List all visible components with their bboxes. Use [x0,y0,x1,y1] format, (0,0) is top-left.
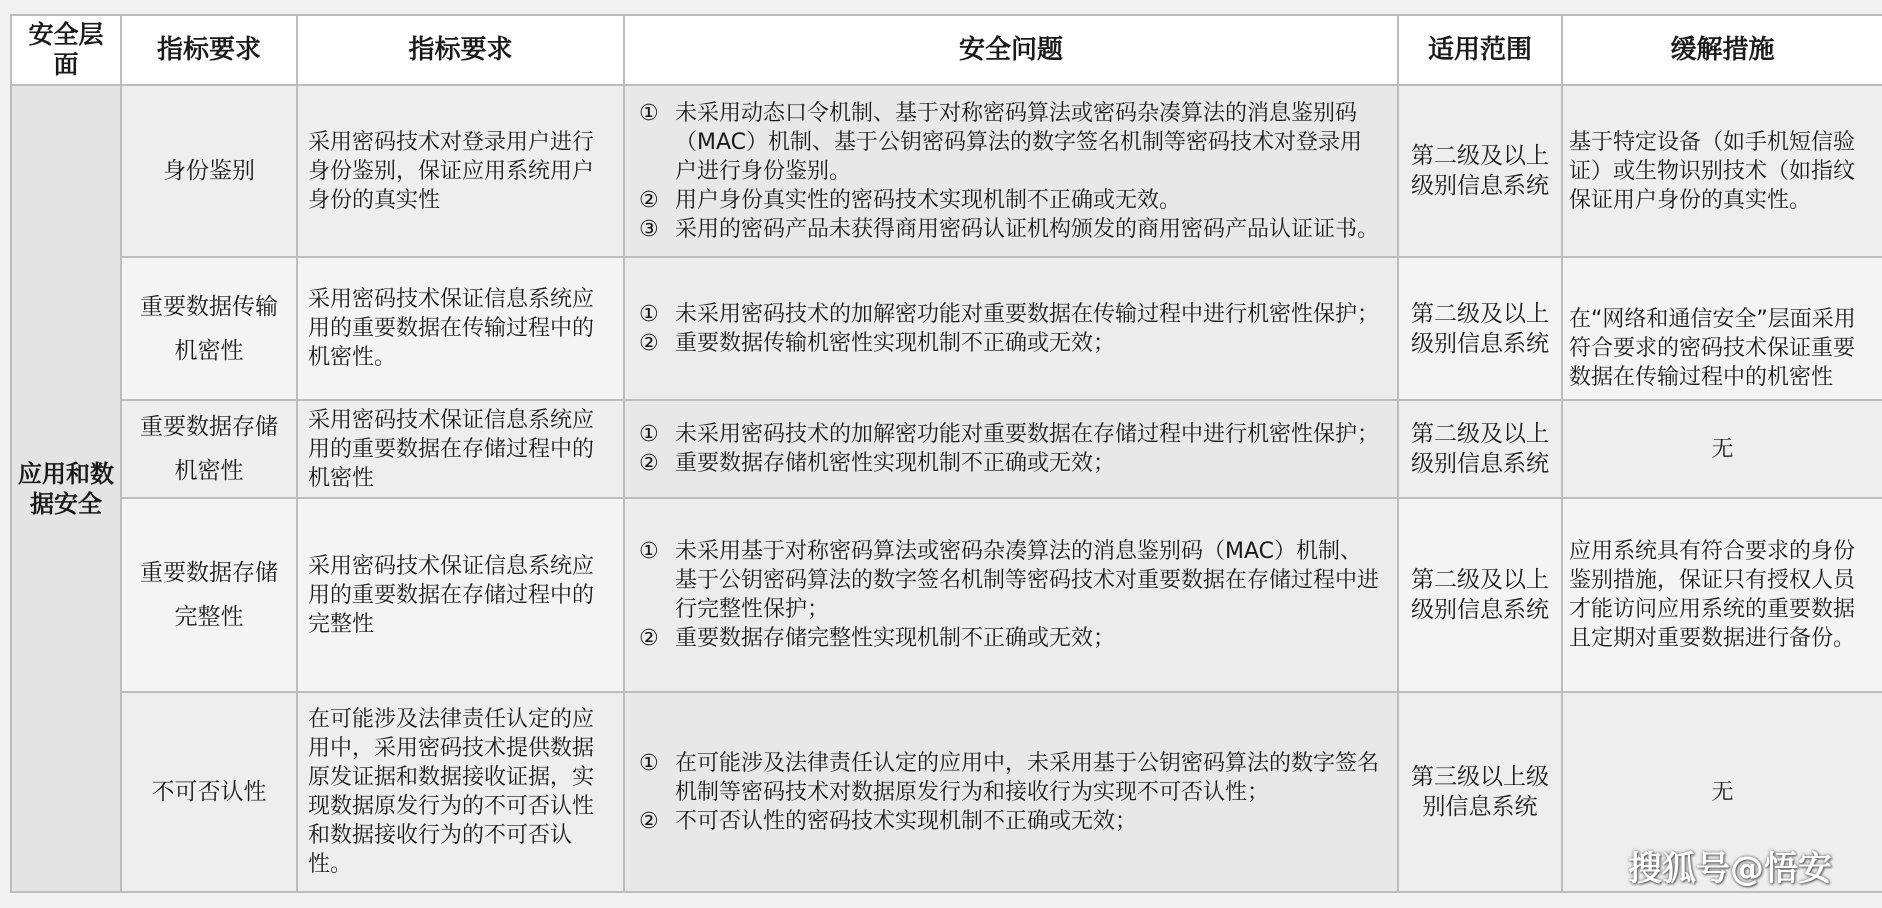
indicator-requirement: 采用密码技术保证信息系统应用的重要数据在存储过程中的机密性 [297,400,624,498]
mitigation-cell: 基于特定设备（如手机短信验证）或生物识别技术（如指纹保证用户身份的真实性。 [1562,85,1882,257]
issue-item: ① 未采用基于对称密码算法或密码杂凑算法的消息鉴别码（MAC）机制、基于公钥密码算法的数字签名机制等密码技术对重要数据在存储过程中进行完整性保护； [639,539,1380,622]
issues-cell [624,257,1398,400]
header-mitigation: 缓解措施 [1562,15,1882,85]
header-scope: 适用范围 [1398,15,1562,85]
indicator-requirement: 在可能涉及法律责任认定的应用中，采用密码技术提供数据原发证据和数据接收证据，实现数据原发行为的不可否认性和数据接收行为的不可否认性。 [297,692,624,892]
issue-item: ① 在可能涉及法律责任认定的应用中，未采用基于公钥密码算法的数字签名机制等密码技术对数据原发行为和接收行为实现不可否认性； [639,750,1380,805]
header-indicator: 指标要求 [121,15,297,85]
issue-item: ① 未采用密码技术的加解密功能对重要数据在存储过程中进行机密性保护； [639,422,1380,447]
header-layer: 安全层面 [11,15,121,85]
indicator-requirement: 采用密码技术保证信息系统应用的重要数据在传输过程中的机密性。 [297,257,624,400]
indicator-name: 重要数据传输机密性 [121,257,297,400]
layer-cell: 应用和数据安全 [11,85,121,892]
scope-cell: 第二级及以上级别信息系统 [1398,85,1562,257]
issue-item: ② 重要数据存储完整性实现机制不正确或无效； [639,626,1116,651]
mitigation-cell: 在“网络和通信安全”层面采用符合要求的密码技术保证重要数据在传输过程中的机密性 [1562,257,1882,400]
table-row [11,85,1882,257]
table-row [11,257,1882,400]
indicator-name: 重要数据存储机密性 [121,400,297,498]
issue-item: ② 不可否认性的密码技术实现机制不正确或无效； [639,808,1138,834]
table-row [11,692,1882,892]
table-row [11,400,1882,498]
issues-cell [624,692,1398,892]
security-requirements-table [10,14,1882,893]
mitigation-cell: 无 [1562,692,1882,892]
header-security-issue: 安全问题 [624,15,1398,85]
watermark: 搜狐号@悟安 [1628,849,1832,889]
issue-item: ② 重要数据传输机密性实现机制不正确或无效； [639,330,1116,356]
indicator-requirement: 采用密码技术对登录用户进行身份鉴别，保证应用系统用户身份的真实性 [297,85,624,257]
issues-cell [624,85,1398,257]
scope-cell: 第三级以上级别信息系统 [1398,692,1562,892]
scope-cell: 第二级及以上级别信息系统 [1398,257,1562,400]
header-indicator-detail: 指标要求 [297,15,624,85]
mitigation-cell: 无 [1562,400,1882,498]
table-row [11,498,1882,692]
scope-cell: 第二级及以上级别信息系统 [1398,400,1562,498]
indicator-name: 不可否认性 [121,692,297,892]
scope-cell: 第二级及以上级别信息系统 [1398,498,1562,692]
indicator-requirement: 采用密码技术保证信息系统应用的重要数据在存储过程中的完整性 [297,498,624,692]
issues-cell [624,400,1398,498]
issue-item: ② 用户身份真实性的密码技术实现机制不正确或无效。 [639,187,1182,213]
mitigation-cell: 应用系统具有符合要求的身份鉴别措施，保证只有授权人员才能访问应用系统的重要数据且定期对重要数据进行备份。 [1562,498,1882,692]
header-row [11,15,1882,85]
issue-item: ① 未采用动态口令机制、基于对称密码算法或密码杂凑算法的消息鉴别码（MAC）机制、基于公钥密码算法的数字签名机制等密码技术对登录用户进行身份鉴别。 [639,100,1363,184]
indicator-name: 身份鉴别 [121,85,297,257]
issue-item: ② 重要数据存储机密性实现机制不正确或无效； [639,451,1116,476]
issue-item: ① 未采用密码技术的加解密功能对重要数据在传输过程中进行机密性保护； [639,301,1380,327]
issues-cell [624,498,1398,692]
issue-item: ③ 采用的密码产品未获得商用密码认证机构颁发的商用密码产品认证证书。 [639,216,1380,242]
indicator-name: 重要数据存储完整性 [121,498,297,692]
